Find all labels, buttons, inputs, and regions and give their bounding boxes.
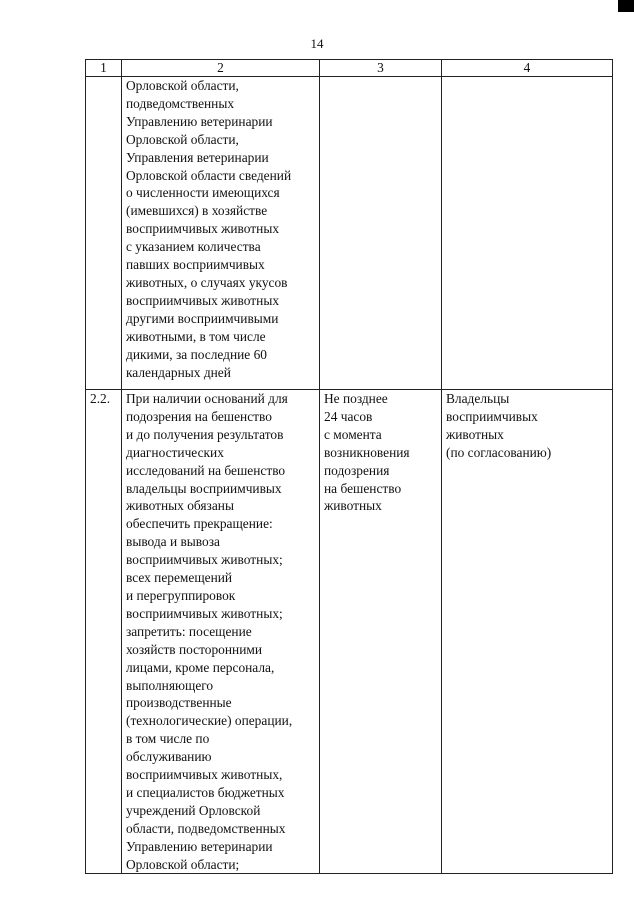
- deadline-cell: [320, 77, 442, 390]
- scan-corner-mark: [618, 0, 634, 12]
- deadline-cell: Не позднее 24 часов с момента возникновения подозрения на бешенство животных: [320, 390, 442, 874]
- table-header-row: [86, 60, 613, 77]
- measure-text-cell: Орловской области, подведомственных Управлению ветеринарии Орловской области, Управления ветеринарии Орловской области сведений о численности имеющихся (имевшихся) в хозяйстве восприимчивых животных с указанием количества павших восприимчивых животных, о случаях укусов восприимчивых животных другими восприимчивыми животными, в том числе дикими, за последние 60 календарных дней: [122, 77, 320, 390]
- measures-table: [85, 59, 613, 874]
- measure-text-cell: При наличии оснований для подозрения на бешенство и до получения результатов диагностических исследований на бешенство владельцы восприимчивых животных обязаны обеспечить прекращение: вывода и вывоза восприимчивых животных; всех перемещений и перегруппировок восприимчивых животных; запретить: посещение хозяйств посторонними лицами, кроме персонала, выполняющего производственные (технологические) операции, в том числе по обслуживанию восприимчивых животных, и специалистов бюджетных учреждений Орловской области, подведомственных Управлению ветеринарии Орловской области;: [122, 390, 320, 874]
- column-header-1: 1: [86, 60, 122, 77]
- column-header-4: 4: [442, 60, 613, 77]
- table-row: [86, 390, 613, 874]
- table-row: [86, 77, 613, 390]
- column-header-3: 3: [320, 60, 442, 77]
- row-number-cell: 2.2.: [86, 390, 122, 874]
- column-header-2: 2: [122, 60, 320, 77]
- responsible-cell: Владельцы восприимчивых животных (по согласованию): [442, 390, 613, 874]
- row-number-cell: [86, 77, 122, 390]
- page-number: 14: [310, 36, 324, 51]
- responsible-cell: [442, 77, 613, 390]
